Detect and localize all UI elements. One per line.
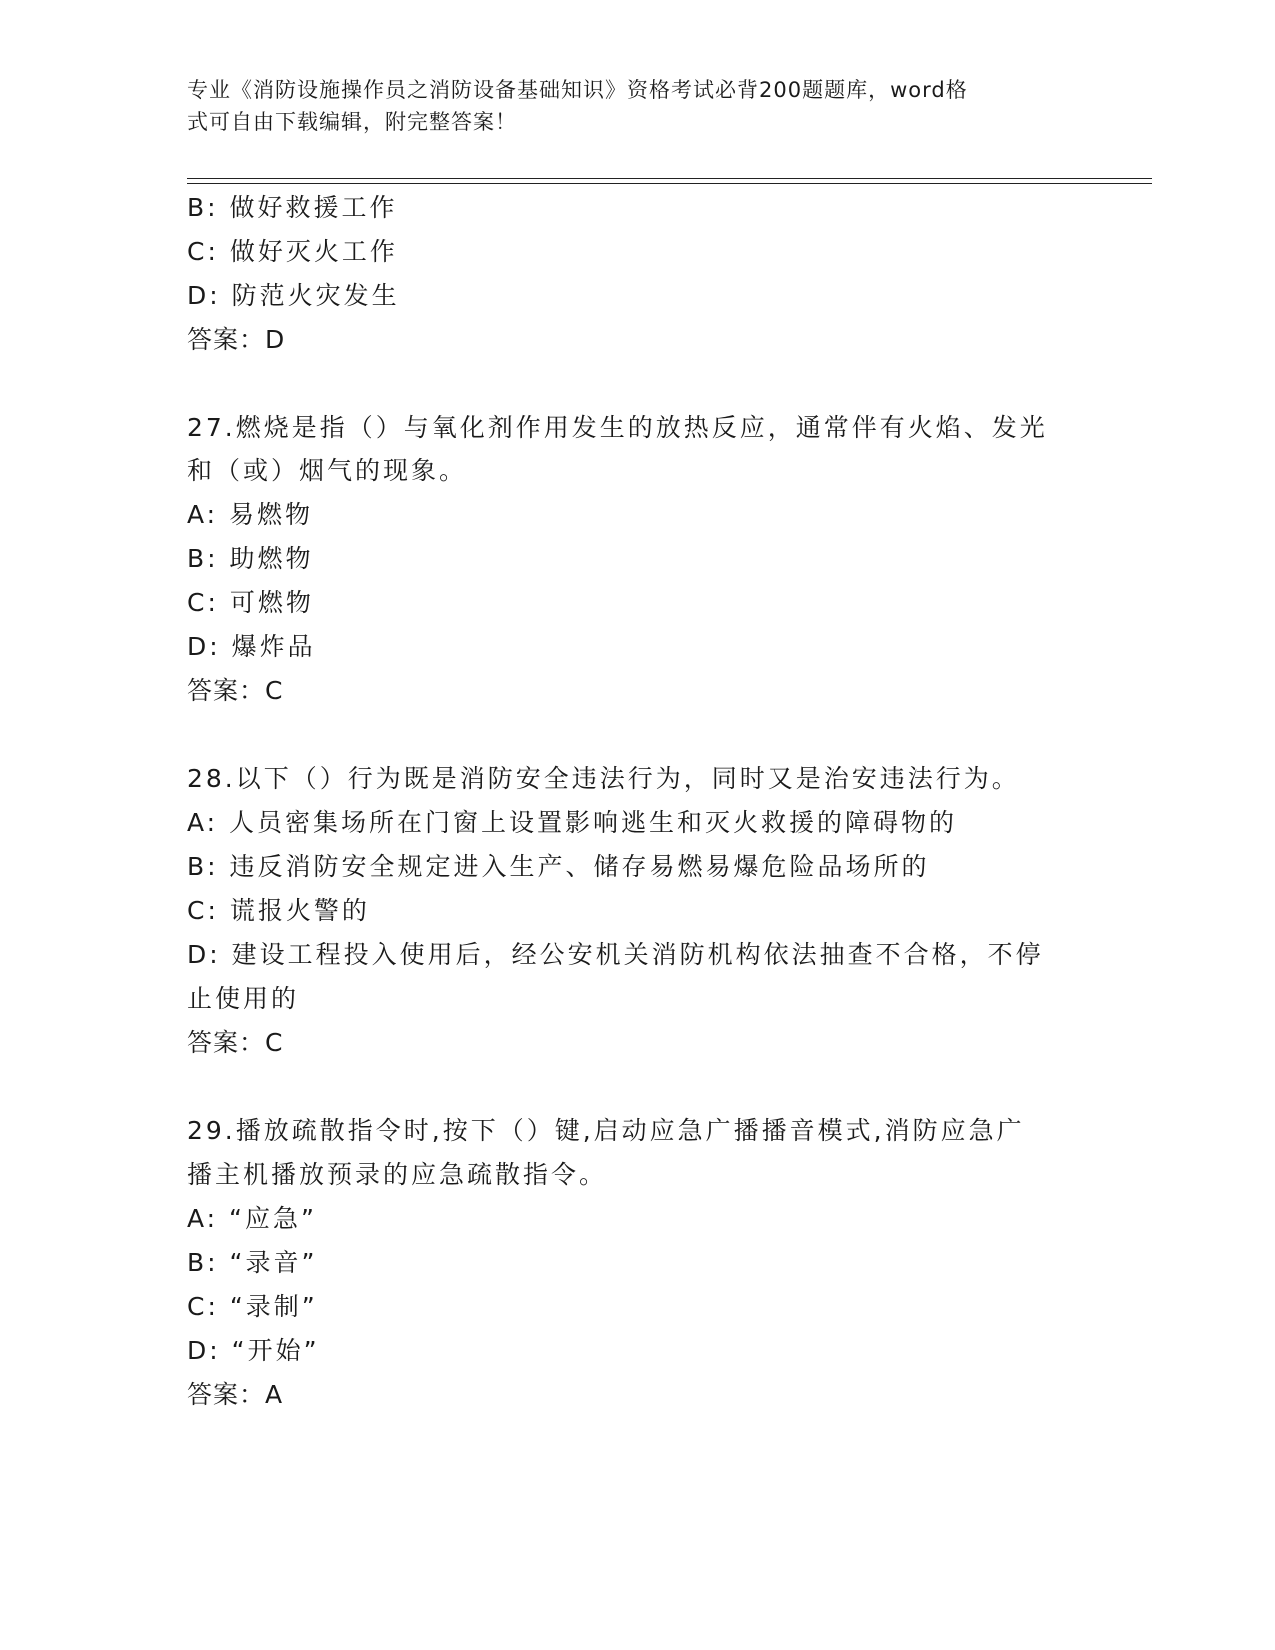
- q27-answer: 答案：C: [187, 676, 284, 705]
- q29-option-c: C: “录制”: [187, 1292, 318, 1321]
- q28-option-c: C: 谎报火警的: [187, 896, 370, 925]
- q27-option-c: C: 可燃物: [187, 588, 314, 617]
- q27-stem-line-2: 和（或）烟气的现象。: [187, 456, 468, 485]
- header-line-2: 式可自由下载编辑，附完整答案！: [187, 110, 517, 134]
- q29-stem-line-2: 播主机播放预录的应急疏散指令。: [187, 1160, 608, 1189]
- q28-option-a: A: 人员密集场所在门窗上设置影响逃生和灭火救援的障碍物的: [187, 808, 958, 837]
- q28-option-d-line-2: 止使用的: [187, 984, 300, 1013]
- q29-stem-line-1: 29.播放疏散指令时,按下（）键,启动应急广播播音模式,消防应急广: [187, 1116, 1025, 1145]
- q29-option-a: A: “应急”: [187, 1204, 317, 1233]
- q27-option-a: A: 易燃物: [187, 500, 314, 529]
- document-header: [187, 74, 1067, 138]
- q28-option-d-line-1: D: 建设工程投入使用后，经公安机关消防机构依法抽查不合格，不停: [187, 940, 1044, 969]
- q27-option-b: B: 助燃物: [187, 544, 314, 573]
- q28-stem-line-1: 28.以下（）行为既是消防安全违法行为，同时又是治安违法行为。: [187, 764, 1020, 793]
- q28-option-b: B: 违反消防安全规定进入生产、储存易燃易爆危险品场所的: [187, 852, 930, 881]
- q29-option-d: D: “开始”: [187, 1336, 320, 1365]
- prev-option-b: B: 做好救援工作: [187, 193, 398, 222]
- prev-answer: 答案：D: [187, 325, 286, 354]
- q27-option-d: D: 爆炸品: [187, 632, 316, 661]
- header-line-1: 专业《消防设施操作员之消防设备基础知识》资格考试必背200题题库，word格: [187, 78, 968, 102]
- q27-stem-line-1: 27.燃烧是指（）与氧化剂作用发生的放热反应，通常伴有火焰、发光: [187, 413, 1048, 442]
- prev-option-c: C: 做好灭火工作: [187, 237, 398, 266]
- prev-option-d: D: 防范火灾发生: [187, 281, 400, 310]
- q29-answer: 答案：A: [187, 1380, 284, 1409]
- header-divider-top: [187, 178, 1152, 179]
- header-divider-bottom: [187, 183, 1152, 184]
- q28-answer: 答案：C: [187, 1028, 284, 1057]
- q29-option-b: B: “录音”: [187, 1248, 318, 1277]
